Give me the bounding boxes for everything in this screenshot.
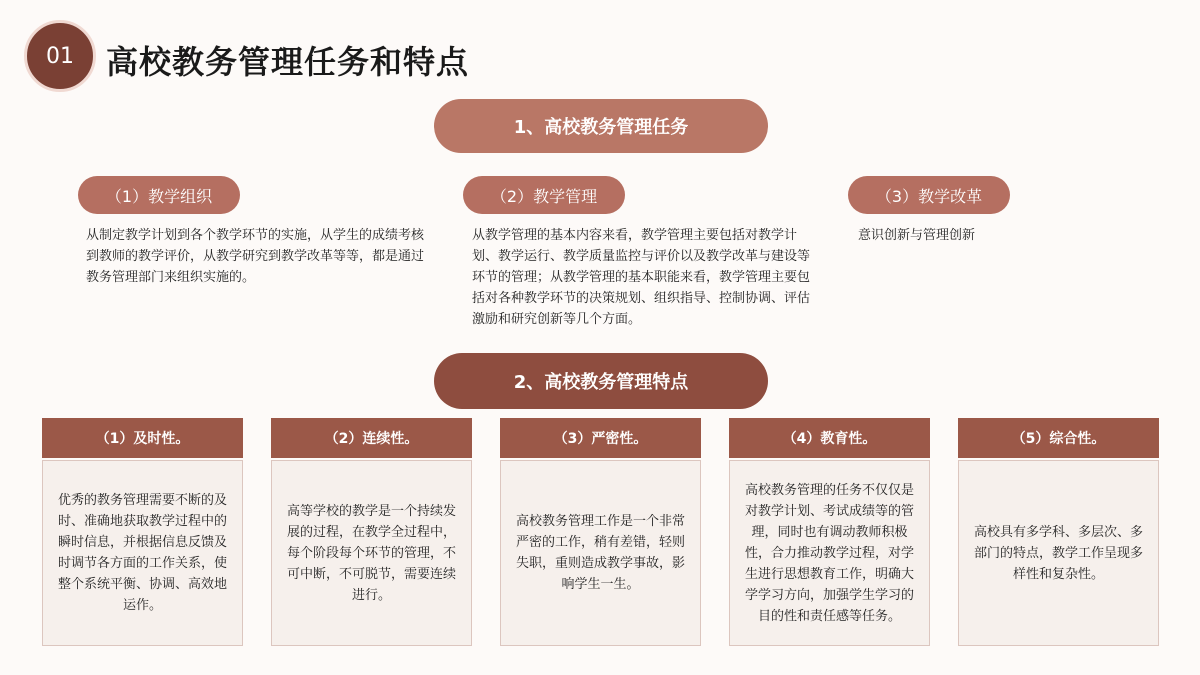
- feature-card-continuity: [271, 418, 472, 646]
- features-heading: 2、高校教务管理特点: [434, 353, 768, 409]
- task-label-organization: （1）教学组织: [78, 176, 240, 214]
- feature-heading: （1）及时性。: [42, 418, 243, 458]
- feature-heading: （4）教育性。: [729, 418, 930, 458]
- task-label-management: （2）教学管理: [463, 176, 625, 214]
- feature-text: [500, 460, 701, 646]
- feature-text: [42, 460, 243, 646]
- task-text-reform: 意识创新与管理创新: [858, 228, 976, 243]
- feature-text-content: 高校具有多学科、多层次、多部门的特点，教学工作呈现多样性和复杂性。: [973, 524, 1143, 582]
- feature-text-content: 高校教务管理工作是一个非常严密的工作，稍有差错，轻则失职，重则造成教学事故，影响学生一生。: [515, 514, 685, 592]
- feature-text-content: 优秀的教务管理需要不断的及时、准确地获取教学过程中的瞬时信息，并根据信息反馈及时调节各方面的工作关系，使整个系统平衡、协调、高效地运作。: [57, 493, 227, 613]
- task-text-management: 从教学管理的基本内容来看，教学管理主要包括对教学计划、教学运行、教学质量监控与评价以及教学改革与建设等环节的管理；从教学管理的基本职能来看，教学管理主要包括对各种教学环节的决策规划、组织指导、控制协调、评估激励和研究创新等几个方面。: [472, 228, 811, 327]
- section-number: 01: [46, 43, 74, 69]
- feature-heading: （2）连续性。: [271, 418, 472, 458]
- feature-heading: （3）严密性。: [500, 418, 701, 458]
- feature-text: [958, 460, 1159, 646]
- section-number-badge: [24, 20, 96, 92]
- feature-card-comprehensiveness: [958, 418, 1159, 646]
- tasks-heading: 1、高校教务管理任务: [434, 99, 768, 153]
- feature-text-content: 高校教务管理的任务不仅仅是对教学计划、考试成绩等的管理，同时也有调动教师积极性，合力推动教学过程，对学生进行思想教育工作，明确大学学习方向，加强学生学习的目的性和责任感等任务。: [744, 482, 914, 624]
- feature-card-rigor: [500, 418, 701, 646]
- task-label-reform: （3）教学改革: [848, 176, 1010, 214]
- feature-text: [729, 460, 930, 646]
- feature-card-education: [729, 418, 930, 646]
- feature-heading: （5）综合性。: [958, 418, 1159, 458]
- task-text-organization: 从制定教学计划到各个教学环节的实施，从学生的成绩考核到教师的教学评价，从教学研究到教学改革等等，都是通过教务管理部门来组织实施的。: [86, 228, 425, 285]
- page-title: 高校教务管理任务和特点: [106, 43, 470, 81]
- feature-text-content: 高等学校的教学是一个持续发展的过程，在教学全过程中，每个阶段每个环节的管理，不可中断，不可脱节，需要连续进行。: [286, 503, 456, 603]
- feature-text: [271, 460, 472, 646]
- feature-card-timeliness: [42, 418, 243, 646]
